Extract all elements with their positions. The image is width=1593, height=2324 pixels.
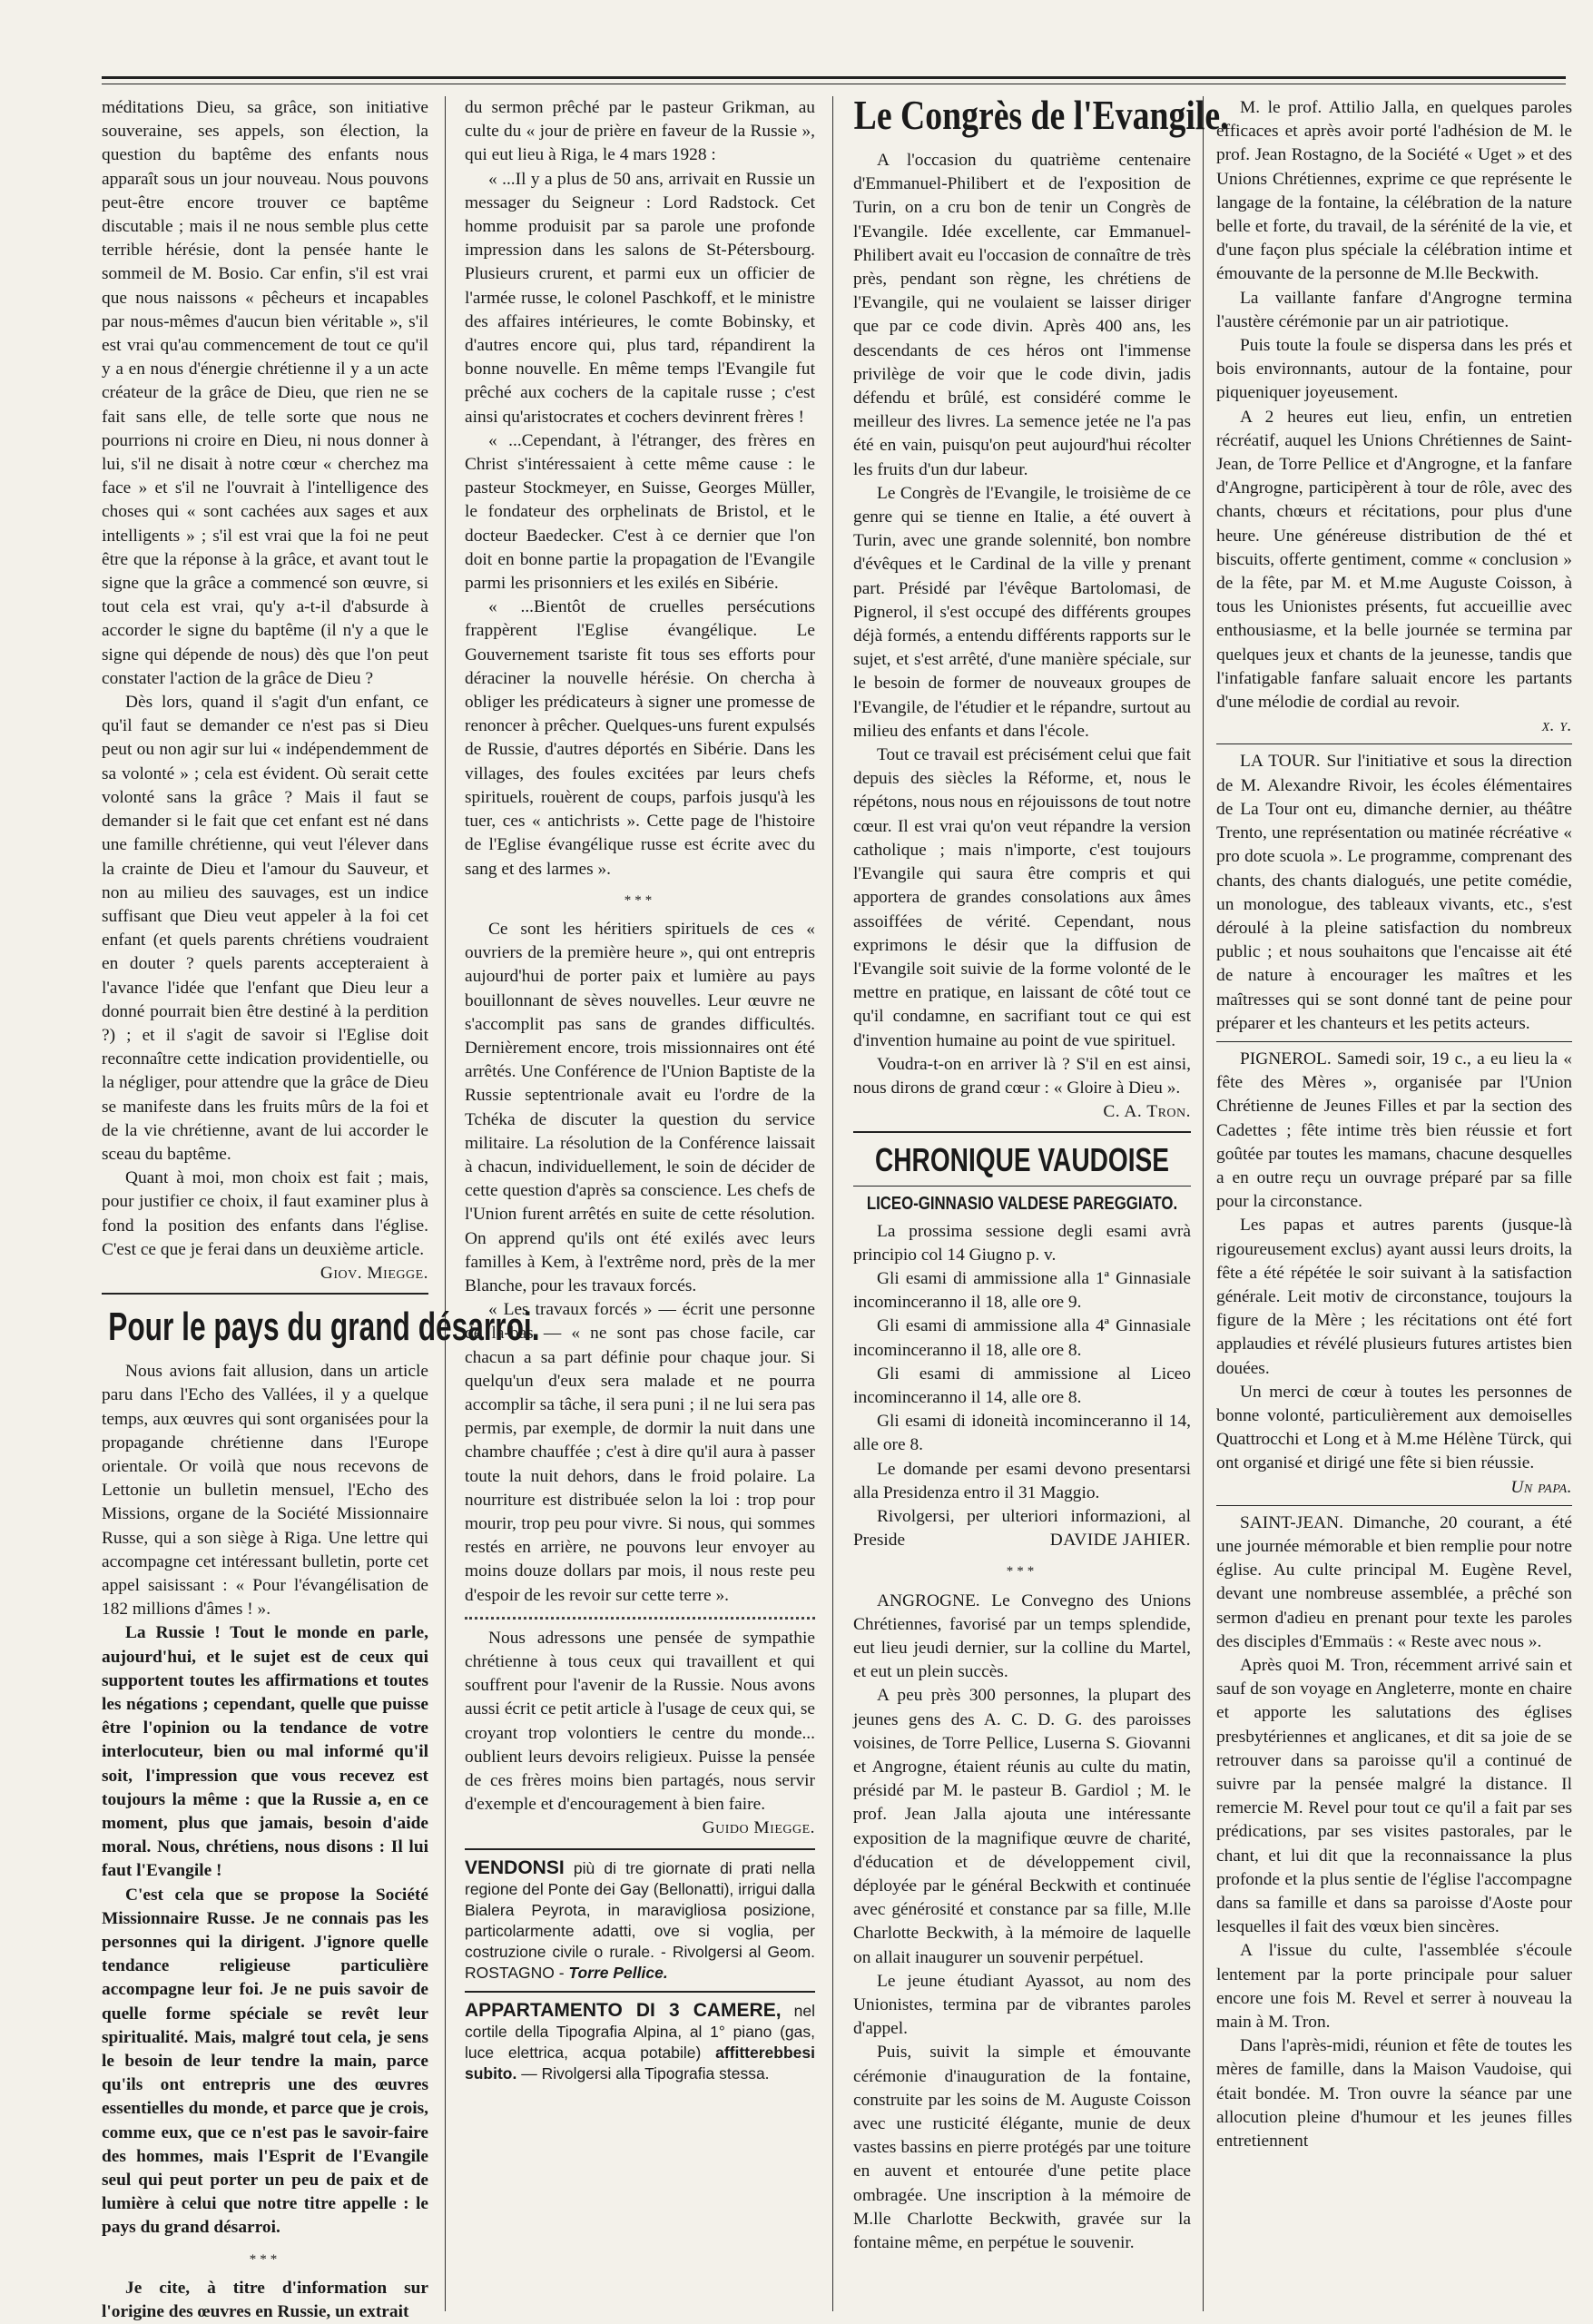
paragraph: Après quoi M. Tron, récemment arrivé sain et sauf de son voyage en Angleterre, monte en chaire et apporte les salutations des églises presbytériennes et anglicanes, et dit sa joie de se retrouver dans sa paroisse qu'il a continué de suivre par la pensée malgré la distance. Il remercie M. Revel pour tout ce qu'il a fait par ses prédications, par ses visites pastorales, par le chant, et lui dit que la reconnaissance la plus profonde et la plus sentie de l'église l'accompagne dans sa famille et dans sa paroisse d'Aoste pour lesquelles il fait des vœux bien sincères. — [1216, 1656, 1572, 1937]
paragraph: La Russie ! Tout le monde en parle, aujourd'hui, et le sujet est de ceux qui supportent toutes les affirmations et toutes les négations ; cependant, quelle que puisse être l'opinion ou la tendance de votre interlocuteur, bien ou mal informé qu'il soit, l'impression que vous recevez est toujours la même : que la Russie a, en ce moment, plus que jamais, besoin d'aide moral. Nous, chrétiens, nous disons : Il lui faut l'Evangile ! — [102, 1623, 428, 1881]
ad-body: più di tre giornate di prati nella regione del Ponte dei Gay (Bellonatti), irrigui dalla Bialera Peyrota, in maravigliosa posizione, particolarmente adatti, ove si voglia, per costruzione civile o rurale. - Rivolgersi al Geom. ROSTAGNO - — [465, 1858, 815, 1982]
divider — [1216, 743, 1572, 744]
paragraph: C'est cela que se propose la Société Missionnaire Russe. Je ne connais pas les personnes qui la dirigent. J'ignore quelle tendance religieuse particulière accompagne leur foi. Je ne puis savoir de quelle forme spéciale se revêt leur spiritualité. Mais, malgré tout cela, je sens le besoin de leur tendre la main, parce qu'ils ont entrepris une des œuvres essentielles du monde, et parce que je crois, comme eux, que ce n'est pas le savoir-faire des hommes, mais l'Esprit de l'Evangile seul qui peut porter un peu de paix et de lumière à celui que notre titre appelle : le pays du grand désarroi. — [102, 1885, 428, 2238]
section-stars: *** — [249, 2251, 281, 2267]
paragraph: A l'issue du culte, l'assemblée s'écoule lentement par la porte principale pour saluer encore une fois M. Revel et serrer à nouveau la main à M. Tron. — [1216, 1941, 1572, 2033]
divider — [853, 1131, 1191, 1133]
paragraph: Gli esami di ammissione alla 4ª Ginnasiale incominceranno il 18, alle ore 8. — [853, 1316, 1191, 1360]
column-4 — [1216, 96, 1572, 2311]
article-title: Le Congrès de l'Evangile. — [853, 92, 1229, 138]
section-stars: *** — [1006, 1564, 1038, 1580]
paragraph: M. le prof. Attilio Jalla, en quelques paroles efficaces et après avoir porté l'adhésion de M. le prof. Jean Rostagno, de la Société « Uget » et des Unions Chrétiennes, exprime ce que représente le langage de la fontaine, la célébration de la nature belle et forte, du travail, de la sérénité de la vie, et d'une façon plus spéciale la célébration intime et émouvante de la personne de M.lle Beckwith. — [1216, 98, 1572, 284]
paragraph: Quant à moi, mon choix est fait ; mais, pour justifier ce choix, il faut examiner plus à fond la position des enfants dans l'église. C'est ce que je ferai dans un deuxième article. — [102, 1168, 428, 1259]
column-separator — [1203, 96, 1204, 2311]
paragraph: Je cite, à titre d'information sur l'origine des œuvres en Russie, un extrait — [102, 2278, 428, 2322]
divider — [465, 1991, 815, 1993]
column-2 — [465, 96, 815, 2311]
paragraph: « ...Il y a plus de 50 ans, arrivait en Russie un messager du Seigneur : Lord Radstock. Cet homme produisit par sa parole une profonde impression dans les salons de St-Pétersbourg. Plusieurs crurent, et parmi eux un officier de l'armée russe, le colonel Paschkoff, et le ministre des affaires intérieures, le comte Bobinsky, et d'autres encore qui, plus tard, répandirent la bonne nouvelle. En même temps l'Evangile fut prêché aux cochers de la capitale russe ; c'est ainsi qu'aristocrates et cochers devinrent frères ! — [465, 169, 815, 427]
top-rule — [102, 76, 1566, 79]
paragraph: Tout ce travail est précisément celui que fait depuis des siècles la Réforme, et, nous le répétons, nous nous en réjouissons de tout notre cœur. Il est vrai qu'on veut répandre la version catholique ; mais n'importe, c'est toujours l'Evangile qui saura être compris et qui apportera de grandes consolations aux âmes assoiffées de vérité. Cependant, nous exprimons le désir que la diffusion de l'Evangile soit suivie de la forme volonté de le mettre en pratique, en laissant de côté tout ce qu'il condamne, en sacrifiant tout ce qui est d'invention humaine au point de vue spirituel. — [853, 745, 1191, 1050]
paragraph: Le domande per esami devono presentarsi alla Presidenza entro il 31 Maggio. — [853, 1459, 1191, 1502]
ad-place: Torre Pellice. — [568, 1963, 668, 1982]
paragraph: méditations Dieu, sa grâce, son initiative souveraine, ses appels, son élection, la question du baptême des enfants nous apparaît sous un jour nouveau. Nous pouvons peut-être encore trouver ce baptême discutable ; mais il ne nous semble plus cette terrible hérésie, dont la pensée hante le sommeil de M. Bosio. Car enfin, s'il est vrai que nous naissons « pêcheurs et incapables par nous-mêmes d'aucun bien véritable », s'il est vrai qu'au commencement de tout ce qu'il y a en nous d'énergie chrétienne il y a un acte créateur de la grâce de Dieu, que rien ne se fait sans elle, de telle sorte que nous ne pourrions ni croire en Dieu, ni nous donner à lui, s'il ne disait à notre cœur « cherchez ma face » et s'il ne l'ouvrait à l'intelligence des choses qui « sont cachées aux sages et aux intelligents » ; s'il est vrai que la foi ne peut être que la réponse à la grâce, et avant tout le signe que la grâce a commencé son œuvre, si tout cela est vrai, qu'y a-t-il d'absurde à accorder le signe du baptême (il n'y a que le signe qui dépende de nous) dès que l'on peut constater l'action de la grâce de Dieu ? — [102, 98, 428, 688]
signature: C. A. Tron. — [1103, 1102, 1191, 1122]
paragraph: Ce sont les héritiers spirituels de ces « ouvriers de la première heure », qui ont entrepris aujourd'hui de porter paix et lumière au pays bouillonnant de sèves nouvelles. Leur œuvre ne s'accomplit pas sans de grandes difficultés. Dernièrement encore, trois missionnaires ont été arrêtés. Une Conférence de l'Union Baptiste de la Russie septentrionale avait eu l'ordre de la Tchéka de discuter la question du service militaire. La résolution de la Conférence laissait à chacun, individuellement, le soin de décider de cette question d'après sa conscience. Les chefs de l'Union furent arrêtés en suite de cette résolution. On apprend qu'ils ont été exilés avec leurs familles à Kem, à l'extrême nord, près de la mer Blanche, pour les travaux forcés. — [465, 919, 815, 1295]
paragraph: La vaillante fanfare d'Angrogne termina l'austère cérémonie par un air patriotique. — [1216, 288, 1572, 331]
column-3 — [853, 92, 1229, 2311]
divider — [1216, 1505, 1572, 1506]
ad-lead: VENDONSI — [465, 1856, 565, 1878]
paragraph: « ...Bientôt de cruelles persécutions frappèrent l'Eglise évangélique. Le Gouvernement tsariste fit tous ses efforts pour déraciner la nouvelle hérésie. On chercha à obliger les prédicateurs à signer une promesse de renoncer à prêcher. Quelques-uns furent expulsés de Russie, d'autres déportés en Sibérie. Dans les villages, des foules excitées par leurs chefs spirituels, rouèrent de coups, parfois jusqu'à les tuer, ces « antichrists ». Cette page de l'histoire de l'Eglise évangélique russe est écrite avec du sang et des larmes ». — [465, 597, 815, 879]
paragraph: A 2 heures eut lieu, enfin, un entretien récréatif, auquel les Unions Chrétiennes de Saint-Jean, de Torre Pellice et d'Angrogne, et la fanfare d'Angrogne, participèrent à tour de rôle, avec des chants, chœurs et récitations, pour plus d'une heure. Une généreuse distribution de thé et biscuits, offerte gentiment, comme « conclusion » de la fête, par M. et M.me Auguste Coisson, à tous les Unionistes présents, fut accueillie avec enthousiasme, et la belle journée se termina par quelques jeux et chants de la jeunesse, tandis que l'infatigable fanfare saluait encore les partants d'une mélodie de cordial au revoir. — [1216, 407, 1572, 713]
paragraph: Un merci de cœur à toutes les personnes de bonne volonté, particulièrement aux demoiselles Quattrocchi et Long et à M.me Hélène Türck, qui ont organisé et dirigé une fête si bien réussie. — [1216, 1382, 1572, 1473]
paragraph: Les papas et autres parents (jusque-là rigoureusement exclus) ayant aussi leurs droits, la fête a été répétée le soir suivant à la satisfaction générale. Leit motiv de circonstance, toujours la figure de la Mère ; les récitations ont été fort applaudies et révélé plusieurs futures artistes bien douées. — [1216, 1216, 1572, 1378]
column-separator — [445, 96, 446, 2311]
paragraph: Le Congrès de l'Evangile, le troisième de ce genre qui se tienne en Italie, a été ouvert à Turin, avec une grande solennité, bon nombre d'évêques et le Cardinal de la ville y prenant part. Présidé par l'évêque Bartolomasi, de Pignerol, il s'est occupé des différents groupes déjà formés, a entendu différents rapports sur le sujet, et s'est arrêté, d'une manière spéciale, sur le besoin de former de nouveaux groupes de l'Evangile, de l'étudier et le répandre, surtout au milieu des enfants et dans l'école. — [853, 483, 1191, 741]
divider — [102, 1293, 428, 1295]
paragraph: La prossima sessione degli esami avrà principio col 14 Giugno p. v. — [853, 1221, 1191, 1265]
paragraph: « ...Cependant, à l'étranger, des frères en Christ s'intéressaient à cette même cause : le pasteur Stockmeyer, en Suisse, Georges Müller, le fondateur des orphelinats de Bristol, et le docteur Baedecker. C'est à ce dernier que l'on doit en bonne partie la propagation de l'Evangile parmi les prisonniers et les exilés en Sibérie. — [465, 430, 815, 594]
paragraph: « Les travaux forcés » — écrit une personne de là-bas — « ne sont pas chose facile, car chacun a sa part définie pour chaque jour. Si quelqu'un d'eux sera malade et ne pourra accomplir sa tâche, il sera puni ; il ne lui sera pas permis, par exemple, de dormir la nuit dans une chambre chauffée ; c'est à dire qu'il aura à passer toute la nuit dehors, dans le froid polaire. La nourriture est distribuée selon la loi : trop pour mourir, trop peu pour vivre. Si nous, qui sommes restés en arrière, ne pouvons leur envoyer au moins douze dollars par mois, il nous reste peu d'espoir de les revoir sur cette terre ». — [465, 1300, 815, 1605]
paragraph: Dans l'après-midi, réunion et fête de toutes les mères de famille, dans la Maison Vaudoise, qui était bondée. M. Tron ouvre la séance par une allocution pleine d'humour et les jeunes filles entretiennent — [1216, 2036, 1572, 2152]
classified-ad — [465, 1857, 815, 1984]
paragraph — [853, 1505, 1191, 1552]
signature: Un papa. — [1510, 1477, 1572, 1497]
divider — [465, 1848, 815, 1850]
paragraph: Gli esami di ammissione al Liceo incominceranno il 14, alle ore 8. — [853, 1364, 1191, 1407]
divider — [465, 1617, 815, 1620]
ad-tail: — Rivolgersi alla Tipografia stessa. — [521, 2063, 770, 2083]
paragraph: SAINT-JEAN. Dimanche, 20 courant, a été une journée mémorable et bien remplie pour notre église. Au culte principal M. Eugène Revel, devant une nombreuse assemblée, a prêché son sermon d'adieu en prenant pour texte les paroles des disciples d'Emmaüs : « Reste avec nous ». — [1216, 1512, 1572, 1651]
paragraph: Le jeune étudiant Ayassot, au nom des Unionistes, termina par de vibrantes paroles d'appel. — [853, 1971, 1191, 2039]
paragraph: ANGROGNE. Le Convegno des Unions Chrétiennes, favorisé par un temps splendide, eut lieu jeudi dernier, sur la colline du Martel, et eut un plein succès. — [853, 1590, 1191, 1682]
paragraph: Nous adressons une pensée de sympathie chrétienne à tous ceux qui travaillent et qui souffrent pour l'avenir de la Russie. Nous avons aussi écrit ce petit article à l'usage de ceux qui, se croyant trop volontiers le centre du monde... oublient leurs devoirs religieux. Puisse la pensée de ces frères moins bien partagés, nous servir d'exemple et d'encouragement à bien faire. — [465, 1628, 815, 1815]
paragraph: Gli esami di idoneità incominceranno il 14, alle ore 8. — [853, 1412, 1191, 1455]
paragraph-text: Rivolgersi, per ulteriori informazioni, al Preside — [853, 1506, 1191, 1551]
paragraph: LA TOUR. Sur l'initiative et sous la direction de M. Alexandre Rivoir, les écoles élémentaires de La Tour ont eu, dimanche dernier, au théâtre Trento, une représentation ou matinée récréative « pro dote scuola ». Le programme, comprenant des chants, des chants dialogués, une petite comédie, un monologue, des tableaux vivants, etc., s'est déroulé à la pleine satisfaction du nombreux public ; et nous souhaitons que l'encaisse ait été de nature à encourager les maîtres et les maîtresses qui se sont donné tant de peine pour préparer et les chanteurs et les petits acteurs. — [1216, 752, 1572, 1033]
divider — [853, 1186, 1191, 1187]
ad-lead: APPARTAMENTO DI 3 CAMERE, — [465, 1999, 782, 2021]
column-separator — [832, 96, 833, 2311]
paragraph: A l'occasion du quatrième centenaire d'Emmanuel-Philibert et de l'exposition de Turin, on a cru bon de tenir un Congrès de l'Evangile. Idée excellente, car Emmanuel-Philibert avait eu l'occasion de connaître de très près, pendant son règne, les chrétiens de l'Evangile, qui ne voulaient se laisser diriger que par ce code divin. Après 400 ans, les descendants de ces héros ont l'immense privilège de voir que le code divin, jadis défendu et brûlé, est considéré comme le meilleur des livres. La semence jetée ne l'a pas été en vain, puisqu'on peut aujourd'hui récolter les fruits d'un dur labeur. — [853, 151, 1191, 479]
paragraph: Puis, suivit la simple et émouvante cérémonie d'inauguration de la fontaine, construite par les soins de M. Auguste Coisson avec une rusticité élégante, munie de deux vastes bassins en pierre protégés par une toiture en auvent et entourée d'une petite place ombragée. Une inscription à la mémoire de M.lle Charlotte Beckwith, gravée sur la fontaine même, en perpétue le souvenir. — [853, 2043, 1191, 2253]
signature: x. y. — [1541, 716, 1572, 736]
classified-ad — [465, 2000, 815, 2084]
signature: Giov. Miegge. — [320, 1263, 428, 1283]
subsection-heading: LICEO-GINNASIO VALDESE PAREGGIATO. — [866, 1194, 1178, 1215]
signature: Guido Miegge. — [702, 1818, 815, 1838]
paragraph: Puis toute la foule se dispersa dans les prés et bois environnants, autour de la fontaine, pour piqueniquer joyeusement. — [1216, 336, 1572, 403]
paragraph: A peu près 300 personnes, la plupart des jeunes gens des A. C. D. G. des paroisses voisines, de Torre Pellice, Luserna S. Giovanni et Angrogne, étaient réunis au culte du matin, présidé par M. le pasteur B. Gardiol ; M. le prof. Jean Jalla ajouta une intéressante exposition de la magnifique œuvre de charité, d'éducation et de développement civil, déployée par le général Beckwith et continuée avec générosité et constance par sa fille, M.lle Charlotte Beckwith, à la mémoire de laquelle on allait inaugurer un souvenir perpétuel. — [853, 1686, 1191, 1967]
ad-body: nel cortile della Tipografia Alpina, al 1° piano (gas, luce elettrica, acqua potabile) — [465, 2001, 815, 2062]
section-stars: *** — [624, 892, 656, 908]
paragraph: PIGNEROL. Samedi soir, 19 c., a eu lieu la « fête des Mères », organisée par l'Union Chrétienne de Jeunes Filles et par la section des Cadettes ; fête intime très bien réussie et fort goûtée par toutes les mamans, chacune desquelles a en outre reçu un ouvrage préparé par sa fille pour la circonstance. — [1216, 1049, 1572, 1212]
paragraph: Dès lors, quand il s'agit d'un enfant, ce qu'il faut se demander ce n'est pas si Dieu peut ou non agir sur lui « indépendemment de sa volonté » ; cela est évident. Où serait cette volonté sans la grâce ? Mais il faut se demander si le fait que cet enfant est né dans une famille chrétienne, qui veut l'élever dans la crainte de Dieu et l'amour du Sauveur, et non au milieu des sauvages, est un indice suffisant que Dieu veut appeler à la foi cet enfant (et quels parents chrétiens voudraient en douter ? quels parents accepteraient à l'avance l'idée que l'enfant que Dieu leur a donné pourrait bien être destiné à la perdition ?) ; et il s'agit de savoir si l'Eglise doit reconnaître cette indication providentielle, ou la négliger, pour attendre que la grâce de Dieu se manifeste dans les fruits mûrs de la foi et de la vie chrétienne, avant de lui accorder le sceau du baptême. — [102, 693, 428, 1164]
ad-emphasis: affitterebbesi subito. — [465, 2043, 815, 2083]
paragraph: du sermon prêché par le pasteur Grikman, au culte du « jour de prière en faveur de la Russie », qui eut lieu à Riga, le 4 mars 1928 : — [465, 98, 815, 165]
section-title: CHRONIQUE VAUDOISE — [875, 1141, 1169, 1179]
divider — [1216, 1041, 1572, 1042]
paragraph: Nous avions fait allusion, dans un article paru dans l'Echo des Vallées, il y a quelque temps, aux œuvres qui sont organisées pour la propagande chrétienne dans l'Europe orientale. Or voilà que nous recevons de Lettonie un bulletin mensuel, l'Echo des Missions, organe de la Société Missionnaire Russe, qui a son siège à Riga. Une lettre qui accompagne cet intéressant bulletin, porte cet appel saisissant : « Pour l'évangélisation de 182 millions d'âmes ! ». — [102, 1362, 428, 1620]
signature: DAVIDE JAHIER. — [1049, 1531, 1191, 1551]
paragraph: Gli esami di ammissione alla 1ª Ginnasiale incominceranno il 18, alle ore 9. — [853, 1268, 1191, 1313]
paragraph: Voudra-t-on en arriver là ? S'il en est ainsi, nous dirons de grand cœur : « Gloire à Dieu ». — [853, 1054, 1191, 1098]
article-title: Pour le pays du grand désarroi. — [108, 1305, 540, 1350]
